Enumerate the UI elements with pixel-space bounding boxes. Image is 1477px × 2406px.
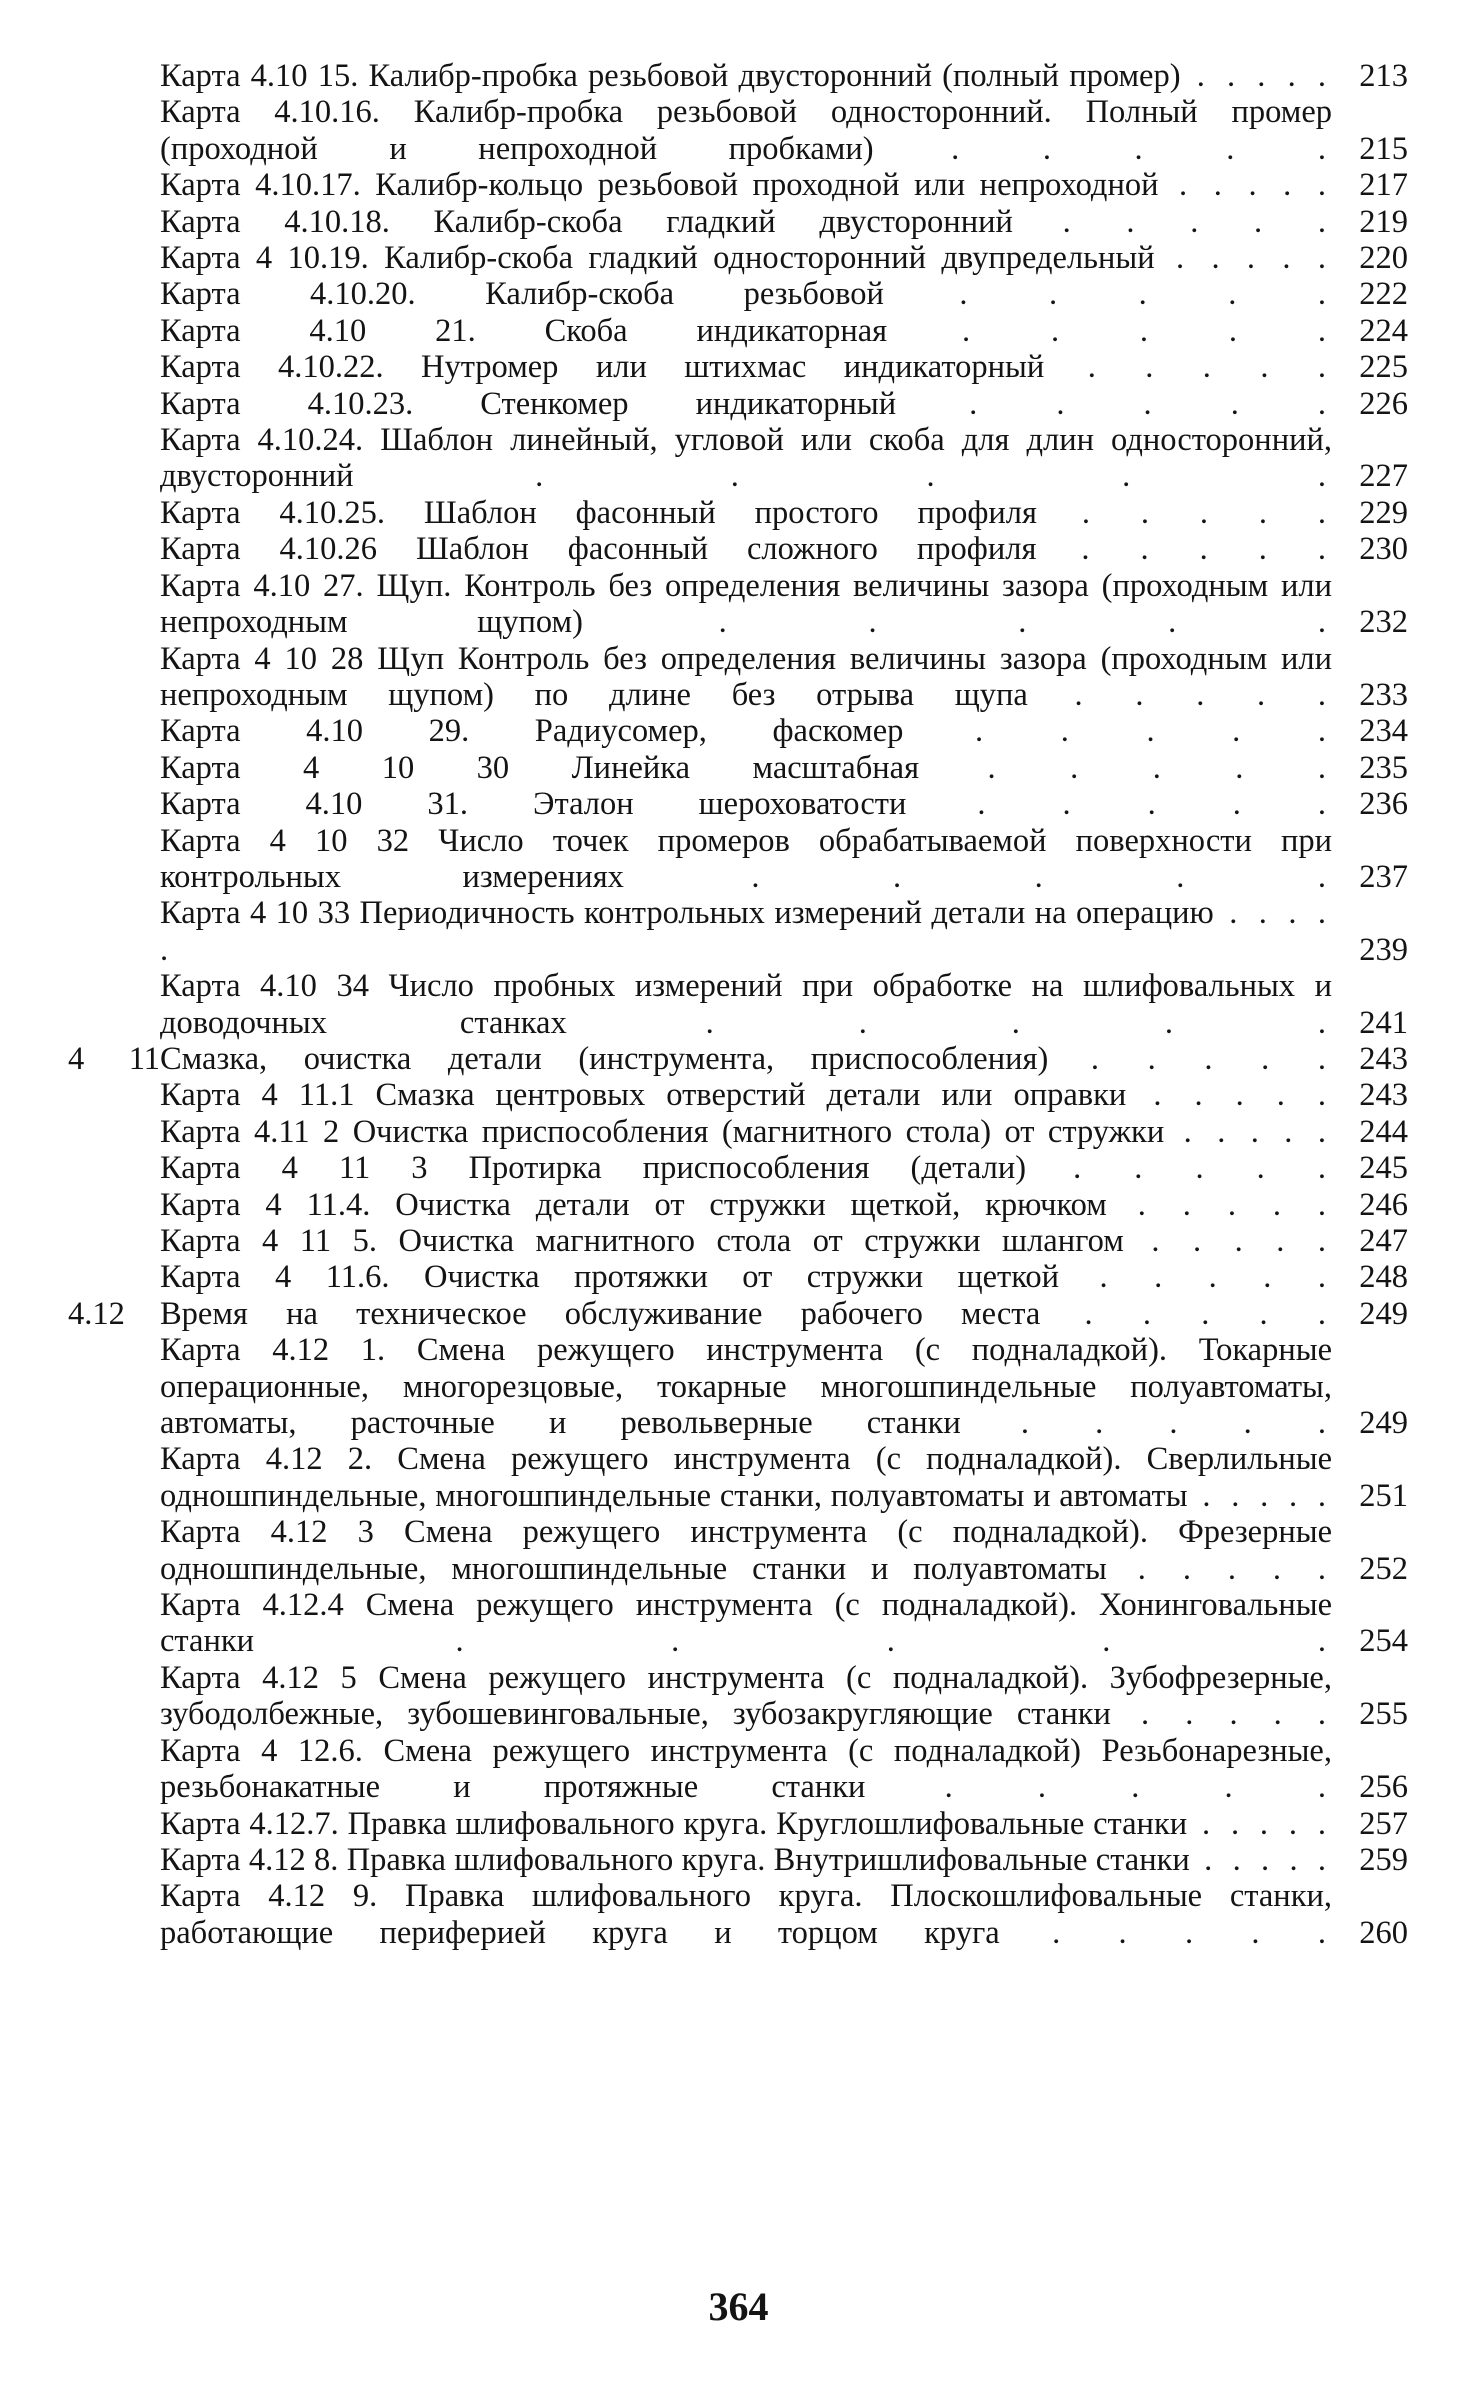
leader-dots: . . . . .	[1106, 1186, 1333, 1223]
toc-entry-body	[160, 750, 1332, 786]
leader-dots: . . . . .	[1189, 1841, 1333, 1878]
toc-page-number: 230	[1359, 531, 1408, 568]
leader-dots: . . . . .	[896, 385, 1333, 422]
toc-entry-title: Карта 4 10 30 Линейка масштабная	[160, 749, 920, 786]
toc-entry-title: Карта 4.10.16. Калибр-пробка резьбовой односторонний. Полный промер (проходной и непроходной пробками)	[160, 94, 1332, 167]
toc-page-number: 215	[1359, 130, 1408, 167]
leader-dots: . . . . .	[1187, 1477, 1333, 1514]
toc-page-number: 222	[1359, 276, 1408, 313]
toc-entry-body	[160, 531, 1332, 567]
toc-entry-title: Карта 4.12 2. Смена режущего инструмента (с подналадкой). Сверлильные одношпиндельные, многошпиндельные станки, полуавтоматы и автоматы	[160, 1441, 1332, 1514]
toc-entry	[68, 1223, 1408, 1259]
toc-entry-body	[68, 1296, 1332, 1332]
toc-entry	[68, 786, 1408, 822]
toc-entry-title: Карта 4.10 21. Скоба индикаторная	[160, 312, 888, 349]
toc-page-number: 249	[1359, 1405, 1408, 1442]
leader-dots: . . . . .	[919, 749, 1332, 786]
toc-entry-body	[68, 1041, 1332, 1077]
leader-dots: . . . . .	[1106, 1550, 1333, 1587]
toc-page-number: 252	[1359, 1550, 1408, 1587]
section-number: 4 11	[68, 1040, 160, 1077]
toc-page-number: 219	[1359, 203, 1408, 240]
leader-dots: . . . . .	[1036, 531, 1333, 568]
toc-entry-body	[160, 1332, 1332, 1441]
toc-page-number: 259	[1359, 1841, 1408, 1878]
toc-entry-title: Карта 4 11.6. Очистка протяжки от стружки щеткой	[160, 1259, 1060, 1296]
toc-entry-body	[160, 94, 1332, 167]
toc-entry-body	[160, 204, 1332, 240]
toc-page-number: 260	[1359, 1914, 1408, 1951]
toc-page-number: 248	[1359, 1259, 1408, 1296]
leader-dots: . . . . .	[903, 713, 1333, 750]
leader-dots: . . . . .	[582, 604, 1332, 641]
toc-page-number: 229	[1359, 494, 1408, 531]
toc-entry-title: Карта 4.12 8. Правка шлифовального круга. Внутришлифовальные станки	[160, 1841, 1190, 1878]
toc-entry-body	[160, 895, 1332, 968]
toc-entry-body	[160, 1842, 1332, 1878]
toc-entry-body	[160, 349, 1332, 385]
toc-page-number: 224	[1359, 312, 1408, 349]
toc-entry-title: Карта 4 11 3 Протирка приспособления (детали)	[160, 1150, 1027, 1187]
toc-page-number: 236	[1359, 786, 1408, 823]
toc-entry	[68, 1660, 1408, 1733]
leader-dots: . . . . .	[1027, 676, 1333, 713]
toc-entry-body	[160, 1187, 1332, 1223]
toc-section	[68, 1296, 1408, 1332]
toc-entry	[68, 1150, 1408, 1186]
toc-entry	[68, 968, 1408, 1041]
toc-entry	[68, 1587, 1408, 1660]
toc-page-number: 255	[1359, 1696, 1408, 1733]
toc-page-number: 249	[1359, 1295, 1408, 1332]
toc-entry-title: Карта 4 11.1 Смазка центровых отверстий детали или оправки	[160, 1077, 1127, 1114]
toc-entry-body	[160, 968, 1332, 1041]
toc-page-number: 220	[1359, 240, 1408, 277]
toc-page-number: 239	[1359, 931, 1408, 968]
leader-dots: . . . . .	[1040, 1295, 1333, 1332]
toc-entry	[68, 240, 1408, 276]
toc-page-number: 217	[1359, 167, 1408, 204]
toc-entry-title: Карта 4.10 34 Число пробных измерений при обработке на шлифовальных и доводочных станках	[160, 968, 1332, 1041]
toc-entry	[68, 1187, 1408, 1223]
toc-entry	[68, 349, 1408, 385]
toc-page-number: 244	[1359, 1113, 1408, 1150]
toc-page-number: 226	[1359, 385, 1408, 422]
toc-entry-title: Карта 4.10.25. Шаблон фасонный простого профиля	[160, 494, 1037, 531]
toc-entry-body	[160, 1806, 1332, 1842]
toc-entry	[68, 313, 1408, 349]
toc-page-number: 213	[1359, 58, 1408, 94]
leader-dots: . . . . .	[160, 895, 1333, 968]
toc-entry-title: Карта 4 12.6. Смена режущего инструмента (с подналадкой) Резьбонарезные, резьбонакатные и протяжные станки	[160, 1732, 1332, 1806]
toc-entry	[68, 1441, 1408, 1514]
toc-page-number: 254	[1359, 1623, 1408, 1660]
toc-entry-body	[160, 58, 1332, 94]
toc-entry-title: Карта 4.10.20. Калибр-скоба резьбовой	[160, 276, 884, 313]
toc-entry-body	[160, 1077, 1332, 1113]
leader-dots: . . . . .	[960, 1405, 1332, 1442]
toc-page-number: 241	[1359, 1004, 1408, 1041]
toc-entry	[68, 1514, 1408, 1587]
toc-entry	[68, 641, 1408, 714]
toc-entry-body	[160, 1878, 1332, 1951]
leader-dots: . . . . .	[1048, 1040, 1332, 1077]
leader-dots: . . . . .	[887, 312, 1333, 349]
toc-entry	[68, 1806, 1408, 1842]
toc-entry	[68, 386, 1408, 422]
toc-entry-title: Карта 4 10.19. Калибр-скоба гладкий односторонний двупредельный	[160, 240, 1155, 277]
toc-entry-title: Карта 4.11 2 Очистка приспособления (магнитного стола) от стружки	[160, 1113, 1165, 1150]
leader-dots: . . . . .	[1158, 167, 1332, 204]
toc-entry-title: Карта 4 10 33 Периодичность контрольных измерений детали на операцию	[160, 895, 1214, 932]
leader-dots: . . . . .	[1110, 1696, 1332, 1733]
toc-entry-body	[160, 276, 1332, 312]
toc-entry	[68, 1733, 1408, 1806]
toc-entry	[68, 1077, 1408, 1113]
toc-entry	[68, 204, 1408, 240]
toc-entry-title: Карта 4.10.26 Шаблон фасонный сложного профиля	[160, 531, 1037, 568]
toc-entry	[68, 94, 1408, 167]
toc-page-number: 247	[1359, 1223, 1408, 1259]
toc-entry	[68, 167, 1408, 203]
leader-dots: . . . . .	[1123, 1223, 1333, 1259]
toc-entry-title: Карта 4.12 5 Смена режущего инструмента (с подналадкой). Зубофрезерные, зубодолбежные, зубошевинговальные, зубозакругляющие станки	[160, 1659, 1332, 1733]
toc-page-number: 233	[1359, 676, 1408, 713]
toc-entry	[68, 495, 1408, 531]
toc-entry-body	[160, 167, 1332, 203]
toc-entry	[68, 895, 1408, 968]
leader-dots: . . . . .	[1187, 1805, 1332, 1842]
leader-dots: . . . . .	[1044, 349, 1332, 386]
toc-entry	[68, 1842, 1408, 1878]
toc-entry	[68, 276, 1408, 312]
toc-entry-body	[160, 495, 1332, 531]
toc-entry-title: Карта 4.10 31. Эталон шероховатости	[160, 786, 907, 823]
toc-entry-body	[160, 641, 1332, 714]
leader-dots: . . . . .	[1154, 240, 1333, 277]
toc-entry-title: Карта 4.12.4 Смена режущего инструмента (с подналадкой). Хонинговальные станки	[160, 1587, 1332, 1660]
leader-dots: . . . . .	[1036, 494, 1333, 531]
leader-dots: . . . . .	[353, 458, 1332, 495]
toc-entry	[68, 750, 1408, 786]
toc-page-number: 257	[1359, 1805, 1408, 1842]
section-number: 4.12	[68, 1295, 125, 1332]
toc-entry-title: Карта 4.10 15. Калибр-пробка резьбовой двусторонний (полный промер)	[160, 58, 1181, 94]
leader-dots: . . . . .	[906, 786, 1333, 823]
toc-entry-title: Карта 4.12 9. Правка шлифовального круга. Плоскошлифовальные станки, работающие периферией круга и торцом круга	[160, 1878, 1332, 1951]
toc-page-number: 237	[1359, 858, 1408, 895]
leader-dots: . . . . .	[873, 130, 1332, 167]
leader-dots: . . . . .	[999, 1914, 1333, 1951]
toc-entry	[68, 1259, 1408, 1295]
toc-entry	[68, 1114, 1408, 1150]
leader-dots: . . . . .	[623, 858, 1332, 895]
toc-page-number: 245	[1359, 1150, 1408, 1187]
toc-entry-body	[160, 1514, 1332, 1587]
toc-entry-body	[160, 1114, 1332, 1150]
toc-page-number: 235	[1359, 749, 1408, 786]
toc-entry-title: Карта 4.12.7. Правка шлифовального круга. Круглошлифовальные станки	[160, 1805, 1188, 1842]
toc-entry	[68, 713, 1408, 749]
leader-dots: . . . . .	[1059, 1259, 1332, 1296]
toc-entry-body	[160, 1660, 1332, 1733]
toc-entry-body	[160, 1150, 1332, 1186]
toc-page-number: 243	[1359, 1040, 1408, 1077]
toc-entry	[68, 568, 1408, 641]
leader-dots: . . . . .	[1180, 58, 1332, 94]
toc-entry-body	[160, 386, 1332, 422]
table-of-contents	[68, 58, 1408, 1951]
toc-entry-body	[160, 422, 1332, 495]
toc-page-number: 256	[1359, 1769, 1408, 1806]
toc-page-number: 251	[1359, 1477, 1408, 1514]
toc-entry-title: Карта 4 10 28 Щуп Контроль без определения величины зазора (проходным или непроходным щупом) по длине без отрыва щупа	[160, 640, 1332, 713]
toc-entry-title: Время на техническое обслуживание рабочего места	[160, 1295, 1041, 1332]
leader-dots: . . . . .	[865, 1769, 1333, 1806]
leader-dots: . . . . .	[566, 1004, 1332, 1041]
toc-entry-title: Карта 4 11.4. Очистка детали от стружки щеткой, крючком	[160, 1186, 1107, 1223]
toc-entry-body	[160, 1441, 1332, 1514]
toc-page-number: 246	[1359, 1186, 1408, 1223]
toc-entry-title: Карта 4.10.24. Шаблон линейный, угловой или скоба для длин односторонний, двусторонний	[160, 422, 1332, 495]
toc-entry	[68, 531, 1408, 567]
toc-entry-body	[160, 568, 1332, 641]
toc-page-number: 225	[1359, 349, 1408, 386]
toc-entry-body	[160, 786, 1332, 822]
leader-dots: . . . . .	[1126, 1077, 1333, 1114]
leader-dots: . . . . .	[1012, 203, 1332, 240]
toc-entry-title: Карта 4 11 5. Очистка магнитного стола от стружки шлангом	[160, 1223, 1124, 1259]
toc-entry-title: Карта 4.10.22. Нутромер или штихмас индикаторный	[160, 349, 1045, 386]
toc-entry	[68, 58, 1408, 94]
toc-entry-title: Карта 4.12 3 Смена режущего инструмента (с подналадкой). Фрезерные одношпиндельные, многошпиндельные станки и полуавтоматы	[160, 1514, 1332, 1587]
toc-entry-body	[160, 823, 1332, 896]
toc-entry-body	[160, 713, 1332, 749]
toc-entry	[68, 422, 1408, 495]
leader-dots: . . . . .	[1164, 1113, 1332, 1150]
toc-section	[68, 1041, 1408, 1077]
toc-entry-body	[160, 1259, 1332, 1295]
toc-entry	[68, 1878, 1408, 1951]
toc-page-number: 227	[1359, 458, 1408, 495]
toc-page-number: 243	[1359, 1077, 1408, 1114]
toc-entry-body	[160, 1733, 1332, 1806]
toc-entry-title: Карта 4.12 1. Смена режущего инструмента (с подналадкой). Токарные операционные, многорезцовые, токарные многошпиндельные полуавтоматы, автоматы, расточные и револьверные станки	[160, 1332, 1332, 1442]
toc-entry-body	[160, 240, 1332, 276]
toc-entry	[68, 1332, 1408, 1441]
page-number: 364	[708, 2284, 769, 2329]
toc-entry-title: Смазка, очистка детали (инструмента, приспособления)	[160, 1040, 1049, 1077]
toc-entry-title: Карта 4 10 32 Число точек промеров обрабатываемой поверхности при контрольных измерениях	[160, 822, 1332, 895]
toc-entry-body	[160, 1223, 1332, 1259]
toc-entry-title: Карта 4.10 27. Щуп. Контроль без определения величины зазора (проходным или непроходным щупом)	[160, 567, 1332, 641]
leader-dots: . . . . .	[1026, 1150, 1332, 1187]
toc-entry-title: Карта 4.10.17. Калибр-кольцо резьбовой проходной или непроходной	[160, 167, 1159, 204]
leader-dots: . . . . .	[883, 276, 1333, 313]
toc-entry-title: Карта 4.10 29. Радиусомер, фаскомер	[160, 713, 904, 750]
toc-entry-title: Карта 4.10.18. Калибр-скоба гладкий двусторонний	[160, 203, 1013, 240]
toc-page-number: 232	[1359, 604, 1408, 641]
toc-entry	[68, 823, 1408, 896]
toc-page-number: 234	[1359, 713, 1408, 750]
toc-entry-body	[160, 1587, 1332, 1660]
leader-dots: . . . . .	[254, 1623, 1332, 1660]
toc-entry-title: Карта 4.10.23. Стенкомер индикаторный	[160, 385, 897, 422]
toc-entry-body	[160, 313, 1332, 349]
